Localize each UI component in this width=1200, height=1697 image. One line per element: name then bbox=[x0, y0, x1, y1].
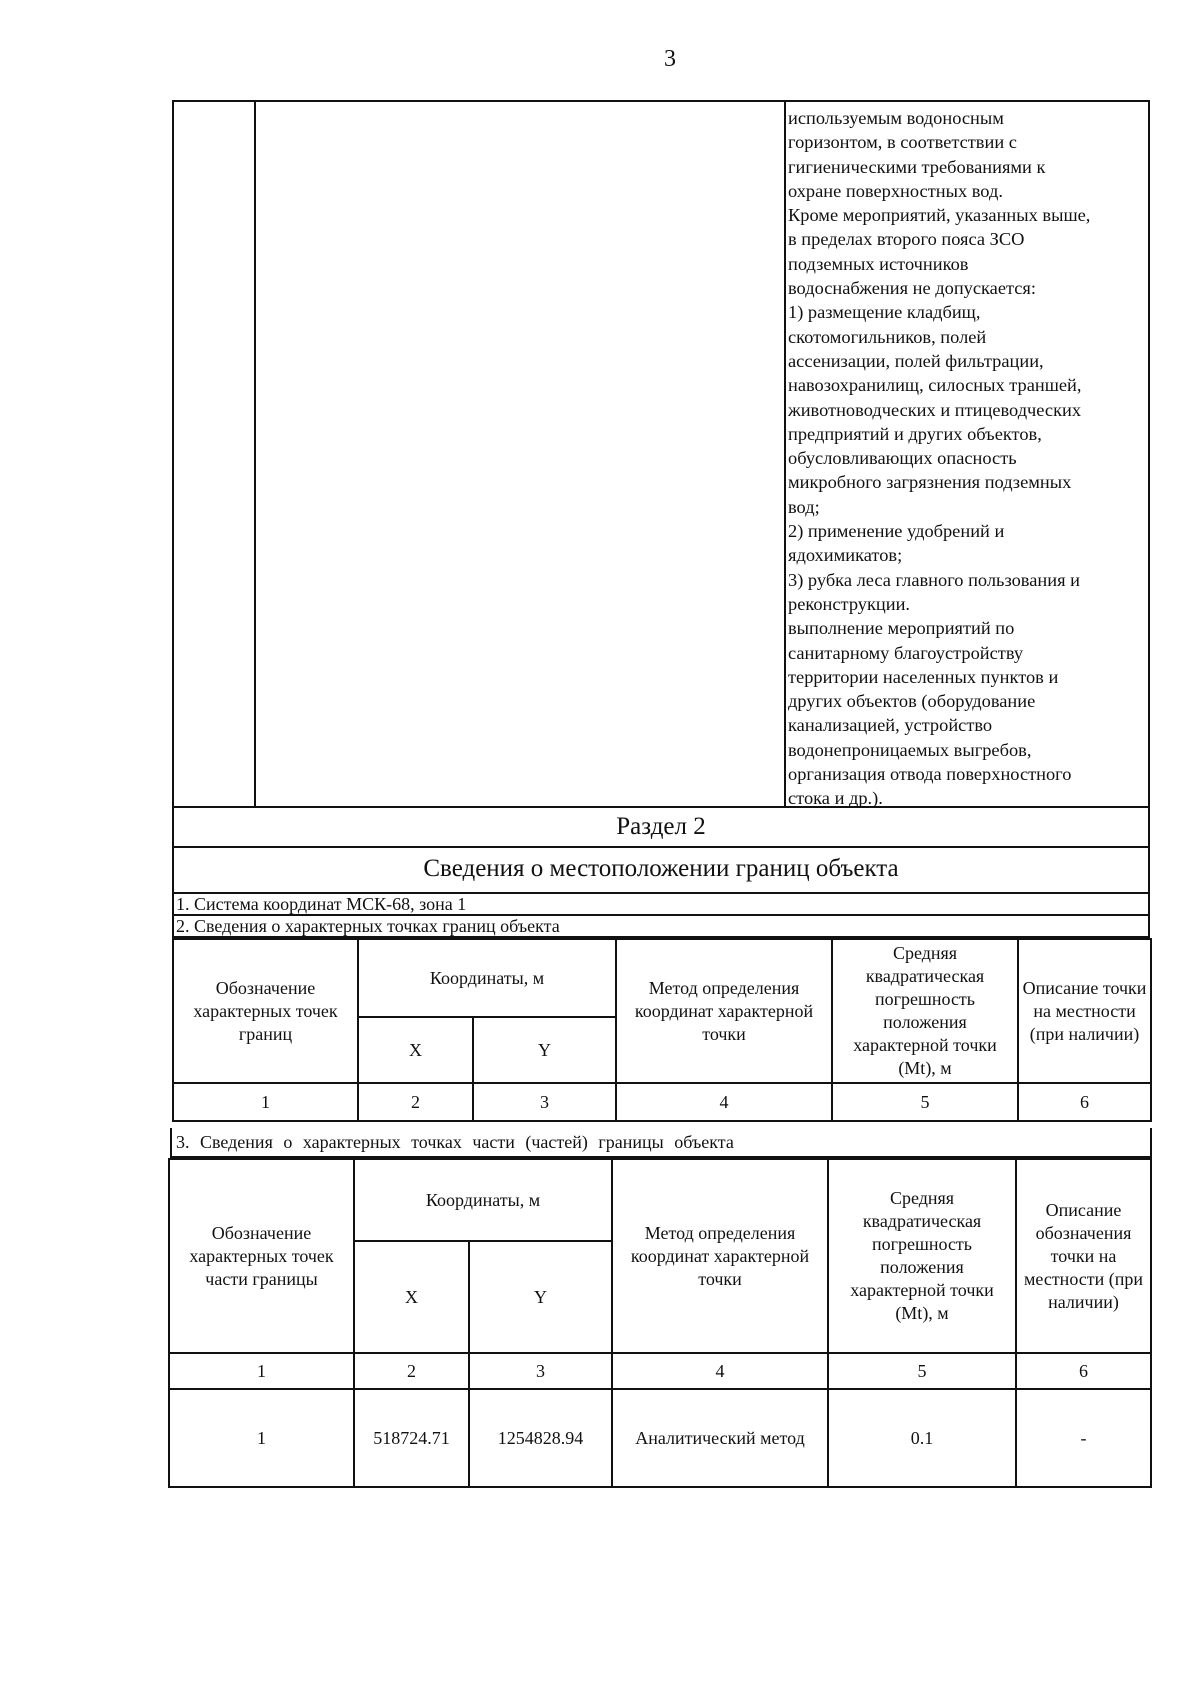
column-number: 2 bbox=[354, 1353, 469, 1389]
text-line: канализацией, устройство bbox=[788, 715, 993, 736]
column-number: 3 bbox=[473, 1083, 616, 1121]
header-x: X bbox=[358, 1017, 473, 1083]
header-method: Метод определения координат характерной точки bbox=[616, 939, 832, 1083]
boundary-points-title: 2. Сведения о характерных точках границ объекта bbox=[172, 916, 1150, 938]
part-points-title: 3. Сведения о характерных точках части (частей) границы объекта bbox=[170, 1128, 1152, 1158]
header-y: Y bbox=[469, 1241, 612, 1353]
column-number: 2 bbox=[358, 1083, 473, 1121]
column-number: 1 bbox=[173, 1083, 358, 1121]
header-method: Метод определения координат характерной точки bbox=[612, 1159, 828, 1353]
column-number: 4 bbox=[616, 1083, 832, 1121]
mean-error: 0.1 bbox=[828, 1389, 1016, 1487]
text-line: скотомогильников, полей bbox=[788, 326, 987, 347]
text-line: микробного загрязнения подземных bbox=[788, 472, 1072, 493]
coordinate-system: 1. Система координат МСК-68, зона 1 bbox=[172, 894, 1150, 916]
text-line: используемым водоносным bbox=[788, 108, 1004, 128]
point-number: 1 bbox=[169, 1389, 354, 1487]
text-line: водонепроницаемых выгребов, bbox=[788, 739, 1032, 760]
text-line: вод; bbox=[788, 496, 820, 517]
text-line: гигиеническими требованиями к bbox=[788, 156, 1046, 177]
column-number: 4 bbox=[612, 1353, 828, 1389]
text-line: подземных источников bbox=[788, 253, 969, 274]
text-line: санитарному благоустройству bbox=[788, 642, 1024, 663]
text-line: водоснабжения не допускается: bbox=[788, 278, 1036, 299]
column-number: 1 bbox=[169, 1353, 354, 1389]
text-line: других объектов (оборудование bbox=[788, 691, 1036, 712]
header-error: Средняя квадратическая погрешность положения характерной точки (Mt), м bbox=[828, 1159, 1016, 1353]
column-number: 6 bbox=[1016, 1353, 1151, 1389]
continuation-block bbox=[172, 100, 1150, 808]
header-description: Описание обозначения точки на местности (при наличии) bbox=[1016, 1159, 1151, 1353]
text-line: 3) рубка леса главного пользования и bbox=[788, 569, 1080, 590]
boundary-points-table bbox=[172, 938, 1152, 1122]
header-x: X bbox=[354, 1241, 469, 1353]
text-line: организация отвода поверхностного bbox=[788, 764, 1072, 785]
header-coordinates: Координаты, м bbox=[354, 1159, 612, 1241]
text-line: территории населенных пунктов и bbox=[788, 666, 1059, 687]
text-line: в пределах второго пояса ЗСО bbox=[788, 229, 1025, 250]
text-line: горизонтом, в соответствии с bbox=[788, 132, 1017, 153]
column-divider bbox=[254, 102, 256, 808]
point-description: - bbox=[1016, 1389, 1151, 1487]
column-number: 3 bbox=[469, 1353, 612, 1389]
coord-x: 518724.71 bbox=[354, 1389, 469, 1487]
text-line: 2) применение удобрений и bbox=[788, 521, 1005, 542]
section-title: Раздел 2 bbox=[172, 806, 1150, 848]
text-line: реконструкции. bbox=[788, 593, 911, 614]
page-number: 3 bbox=[664, 46, 676, 72]
column-number: 6 bbox=[1018, 1083, 1151, 1121]
text-line: выполнение мероприятий по bbox=[788, 618, 1015, 639]
header-description: Описание точки на местности (при наличии) bbox=[1018, 939, 1151, 1083]
header-y: Y bbox=[473, 1017, 616, 1083]
column-number: 5 bbox=[832, 1083, 1018, 1121]
text-line: стока и др.). bbox=[788, 788, 883, 809]
restrictions-text bbox=[788, 106, 1146, 811]
text-line: животноводческих и птицеводческих bbox=[788, 399, 1082, 420]
text-line: Кроме мероприятий, указанных выше, bbox=[788, 205, 1091, 226]
column-number: 5 bbox=[828, 1353, 1016, 1389]
text-line: ассенизации, полей фильтрации, bbox=[788, 350, 1044, 371]
text-line: ядохимикатов; bbox=[788, 545, 903, 566]
text-line: обусловливающих опасность bbox=[788, 448, 1017, 469]
text-line: предприятий и других объектов, bbox=[788, 423, 1042, 444]
text-line: навозохранилищ, силосных траншей, bbox=[788, 375, 1082, 396]
header-coordinates: Координаты, м bbox=[358, 939, 616, 1017]
header-designation: Обозначение характерных точек части границы bbox=[169, 1159, 354, 1353]
part-points-table bbox=[168, 1158, 1152, 1488]
column-divider bbox=[784, 102, 786, 808]
section-heading: Сведения о местоположении границ объекта bbox=[172, 848, 1150, 894]
method: Аналитический метод bbox=[612, 1389, 828, 1487]
header-error: Средняя квадратическая погрешность положения характерной точки (Mt), м bbox=[832, 939, 1018, 1083]
header-designation: Обозначение характерных точек границ bbox=[173, 939, 358, 1083]
text-line: охране поверхностных вод. bbox=[788, 180, 1003, 201]
text-line: 1) размещение кладбищ, bbox=[788, 302, 981, 323]
coord-y: 1254828.94 bbox=[469, 1389, 612, 1487]
table-row bbox=[169, 1389, 1151, 1487]
